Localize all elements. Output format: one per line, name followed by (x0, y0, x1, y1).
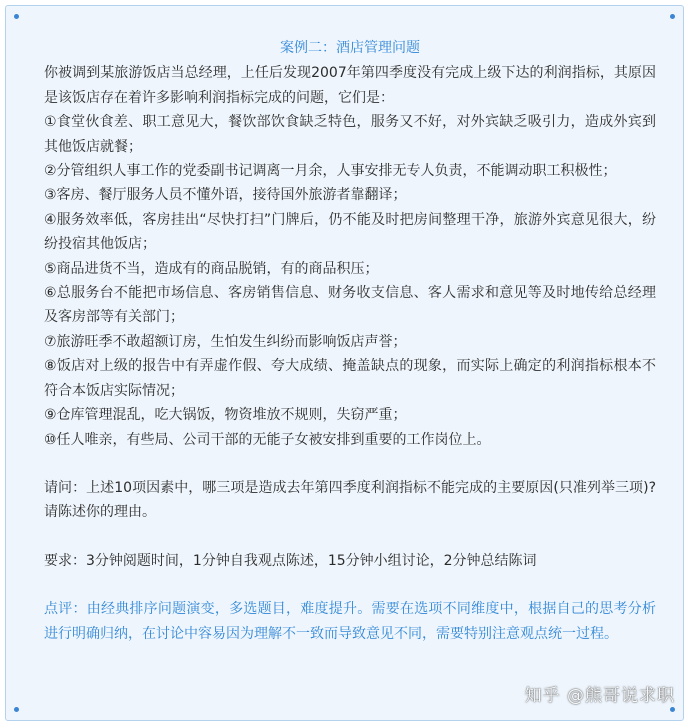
problem-item-3: ③客房、餐厅服务人员不懂外语，接待国外旅游者靠翻译； (44, 187, 407, 204)
corner-dot-icon (670, 707, 675, 712)
case-content (44, 36, 656, 646)
case-title: 案例二：酒店管理问题 (280, 40, 420, 56)
case-comment: 点评：由经典排序问题演变，多选题目，难度提升。需要在选项不同维度中，根据自己的思考分析进行明确归纳，在讨论中容易因为理解不一致而导致意见不同，需要特别注意观点统一过程。 (44, 601, 656, 642)
problem-item-1: ①食堂伙食差、职工意见大，餐饮部饮食缺乏特色，服务又不好，对外宾缺乏吸引力，造成外宾到其他饭店就餐； (44, 114, 656, 155)
spacer (44, 452, 656, 476)
case-question: 请问：上述10项因素中，哪三项是造成去年第四季度利润指标不能完成的主要原因(只准列举三项)?请陈述你的理由。 (44, 479, 656, 521)
spacer (44, 573, 656, 597)
problem-item-10: ⑩任人唯亲，有些局、公司干部的无能子女被安排到重要的工作岗位上。 (44, 431, 491, 448)
problem-item-5: ⑤商品进货不当，造成有的商品脱销，有的商品积压； (44, 260, 379, 277)
problem-item-2: ②分管组织人事工作的党委副书记调离一月余，人事安排无专人负责，不能调动职工积极性； (44, 163, 617, 180)
problem-item-6: ⑥总服务台不能把市场信息、客房销售信息、财务收支信息、客人需求和意见等及时地传给总经理及客房部等有关部门； (44, 285, 656, 326)
corner-dot-icon (14, 707, 19, 712)
zhihu-watermark: 知乎 @熊哥说求职 (524, 686, 675, 706)
case-intro: 你被调到某旅游饭店当总经理，上任后发现2007年第四季度没有完成上级下达的利润指标，其原因是该饭店存在着许多影响利润指标完成的问题，它们是： (44, 65, 656, 106)
spacer (44, 525, 656, 549)
problem-item-8: ⑧饭店对上级的报告中有弄虚作假、夸大成绩、掩盖缺点的现象，而实际上确定的利润指标根本不符合本饭店实际情况； (44, 358, 656, 399)
case-requirement: 要求：3分钟阅题时间，1分钟自我观点陈述，15分钟小组讨论，2分钟总结陈词 (44, 552, 537, 569)
corner-dot-icon (14, 14, 19, 19)
corner-dot-icon (670, 14, 675, 19)
problem-item-4: ④服务效率低，客房挂出“尽快打扫”门牌后，仍不能及时把房间整理干净，旅游外宾意见很大，纷纷投宿其他饭店； (44, 211, 656, 253)
problem-item-7: ⑦旅游旺季不敢超额订房，生怕发生纠纷而影响饭店声誉； (44, 333, 407, 350)
problem-item-9: ⑨仓库管理混乱，吃大锅饭，物资堆放不规则，失窃严重； (44, 407, 407, 424)
